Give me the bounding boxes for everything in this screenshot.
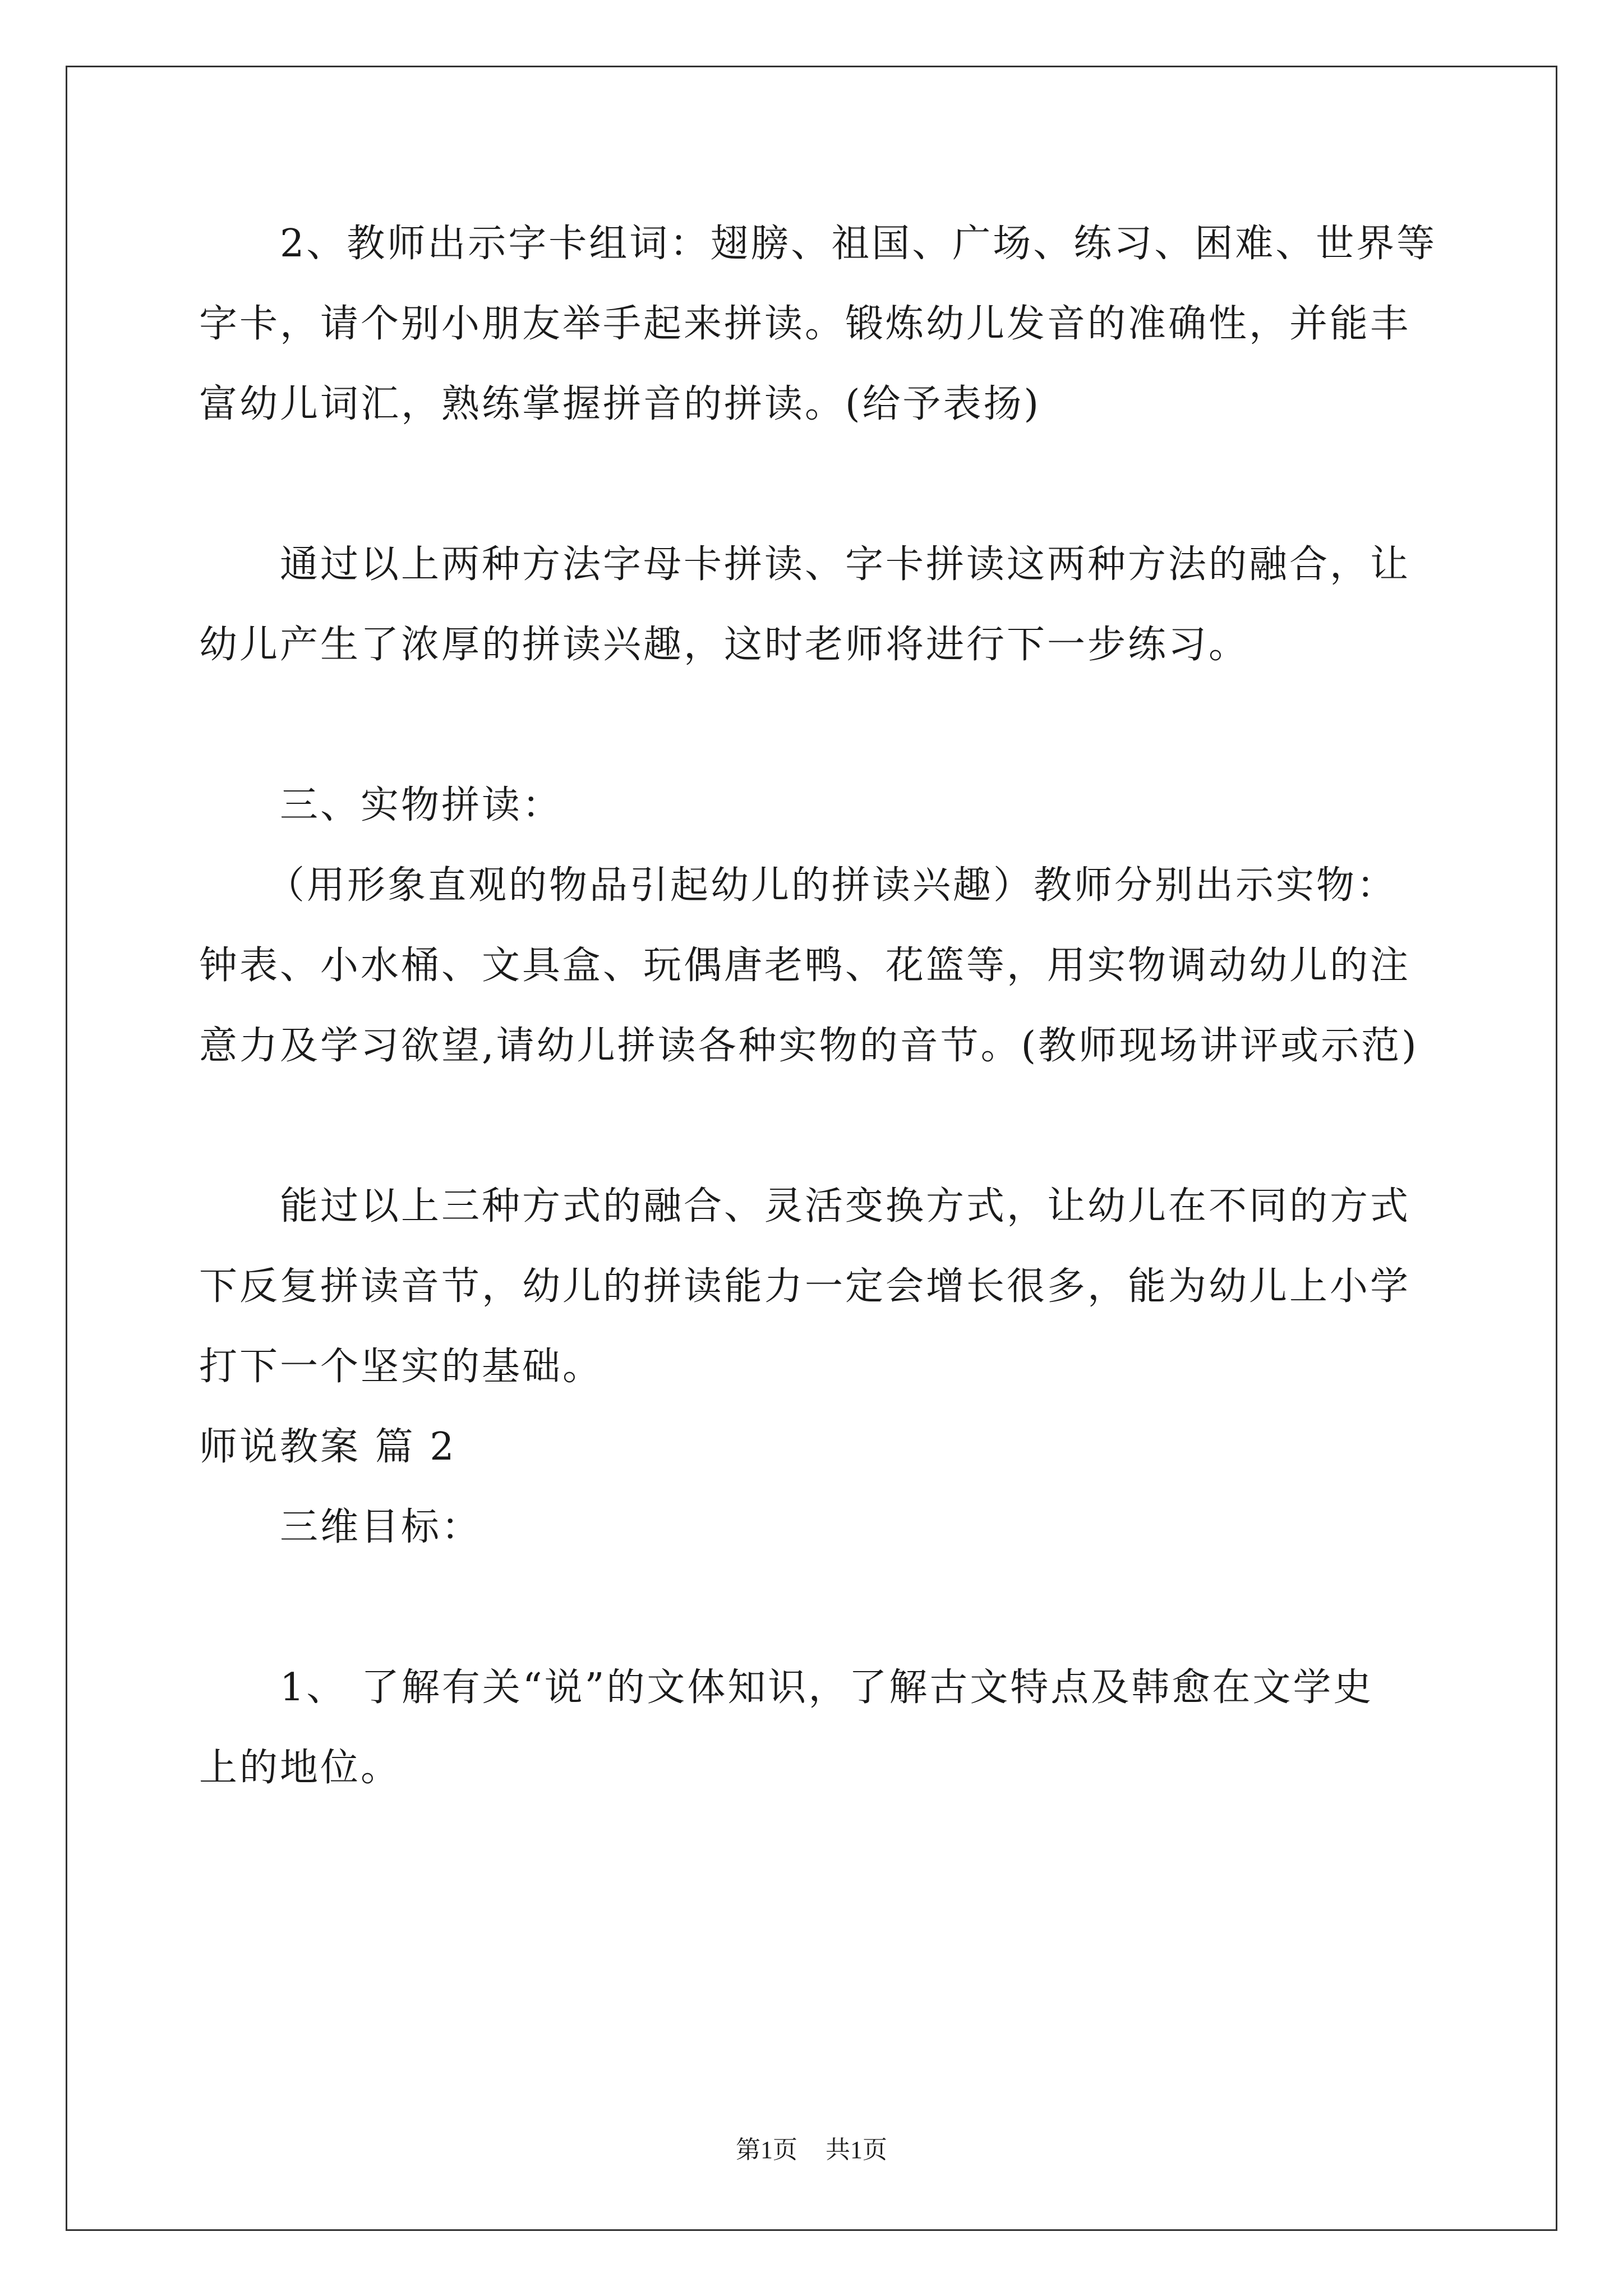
paragraph-line: 富幼儿词汇，熟练掌握拼音的拼读。(给予表扬) bbox=[199, 382, 1041, 426]
paragraph-line: 幼儿产生了浓厚的拼读兴趣，这时老师将进行下一步练习。 bbox=[199, 623, 1249, 667]
paragraph-line: 下反复拼读音节，幼儿的拼读能力一定会增长很多，能为幼儿上小学 bbox=[199, 1264, 1411, 1309]
paragraph-line: 字卡，请个别小朋友举手起来拼读。锻炼幼儿发音的准确性，并能丰 bbox=[199, 302, 1411, 346]
paragraph-line: 钟表、小水桶、文具盒、玩偶唐老鸭、花篮等，用实物调动幼儿的注 bbox=[199, 944, 1411, 988]
page-footer bbox=[0, 2134, 1623, 2166]
article-title: 师说教案 篇 2 bbox=[199, 1425, 457, 1469]
page-total: 共1页 bbox=[826, 2136, 887, 2164]
paragraph-line: （用形象直观的物品引起幼儿的拼读兴趣）教师分别出示实物： bbox=[266, 863, 1398, 908]
paragraph-line: 1、 了解有关“说”的文体知识，了解古文特点及韩愈在文学史 bbox=[280, 1665, 1374, 1710]
paragraph-line: 上的地位。 bbox=[199, 1746, 402, 1790]
paragraph-line: 意力及学习欲望,请幼儿拼读各种实物的音节。(教师现场讲评或示范) bbox=[199, 1024, 1419, 1068]
paragraph-line: 2、教师出示字卡组词：翅膀、祖国、广场、练习、困难、世界等 bbox=[280, 222, 1437, 266]
paragraph-line: 通过以上两种方法字母卡拼读、字卡拼读这两种方法的融合，让 bbox=[280, 542, 1411, 587]
section-heading: 三、实物拼读： bbox=[280, 783, 563, 827]
page-number: 第1页 bbox=[736, 2136, 797, 2164]
paragraph-line: 打下一个坚实的基础。 bbox=[199, 1345, 603, 1389]
paragraph-line: 能过以上三种方式的融合、灵活变换方式，让幼儿在不同的方式 bbox=[280, 1184, 1411, 1228]
section-heading: 三维目标： bbox=[280, 1505, 482, 1549]
